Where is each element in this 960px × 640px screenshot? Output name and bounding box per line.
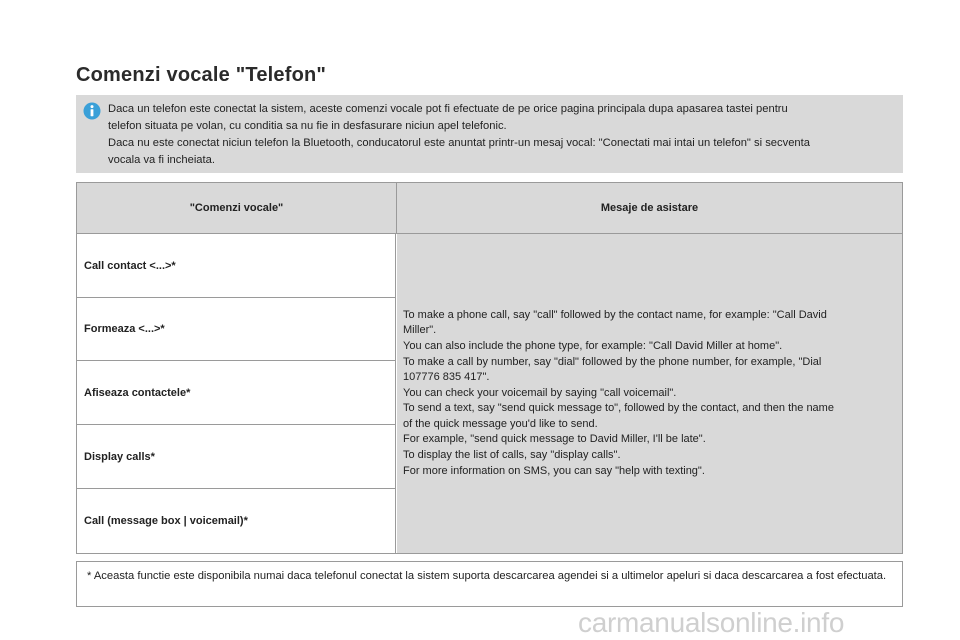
assist-line: Miller". bbox=[403, 324, 437, 337]
watermark: carmanualsonline.info bbox=[578, 607, 845, 638]
assist-line: To display the list of calls, say "display calls". bbox=[403, 449, 621, 462]
info-line: Daca un telefon este conectat la sistem, aceste comenzi vocale pot fi efectuate de pe orice pagina principala dupa apasarea tastei pentru bbox=[108, 103, 788, 115]
info-box bbox=[76, 95, 903, 173]
assist-line: You can check your voicemail by saying "call voicemail". bbox=[403, 386, 677, 399]
command-display-calls: Display calls* bbox=[77, 425, 396, 488]
footnote-box bbox=[76, 561, 903, 607]
assist-line: To send a text, say "send quick message to", followed by the contact, and then the name bbox=[403, 402, 834, 415]
info-icon bbox=[83, 102, 101, 120]
voice-commands-table bbox=[76, 182, 903, 554]
info-line: vocala va fi incheiata. bbox=[108, 154, 215, 166]
info-line: telefon situata pe volan, cu conditia sa nu fie in desfasurare niciun apel telefonic. bbox=[108, 120, 507, 132]
command-dial: Formeaza <...>* bbox=[77, 298, 396, 360]
table-header bbox=[77, 183, 902, 234]
command-show-contacts: Afiseaza contactele* bbox=[77, 361, 396, 424]
assist-line: To make a call by number, say "dial" followed by the phone number, for example, "Dial bbox=[403, 355, 822, 368]
footnote-text: * Aceasta functie este disponibila numai daca telefonul conectat la sistem suporta descarcarea agendei si a ultimelor apeluri si daca descarcarea a fost efectuata. bbox=[87, 570, 887, 582]
header-voice-commands: "Comenzi vocale" bbox=[77, 183, 397, 233]
assist-messages-cell bbox=[397, 234, 902, 553]
command-voicemail: Call (message box | voicemail)* bbox=[77, 489, 396, 553]
assist-line: To make a phone call, say "call" followed by the contact name, for example: "Call David bbox=[403, 308, 827, 321]
page-title: Comenzi vocale "Telefon" bbox=[76, 64, 327, 86]
command-call-contact: Call contact <...>* bbox=[77, 234, 396, 297]
assist-line: of the quick message you'd like to send. bbox=[403, 417, 598, 430]
info-line: Daca nu este conectat niciun telefon la Bluetooth, conducatorul este anuntat printr-un mesaj vocal: "Conectati mai intai un telefon" si secventa bbox=[108, 137, 810, 149]
assist-line: For more information on SMS, you can say "help with texting". bbox=[403, 464, 705, 477]
header-assist-messages: Mesaje de asistare bbox=[600, 202, 699, 214]
assist-line: 107776 835 417". bbox=[403, 371, 490, 384]
assist-line: You can also include the phone type, for example: "Call David Miller at home". bbox=[403, 339, 783, 352]
assist-line: For example, "send quick message to David Miller, I'll be late". bbox=[403, 433, 706, 446]
